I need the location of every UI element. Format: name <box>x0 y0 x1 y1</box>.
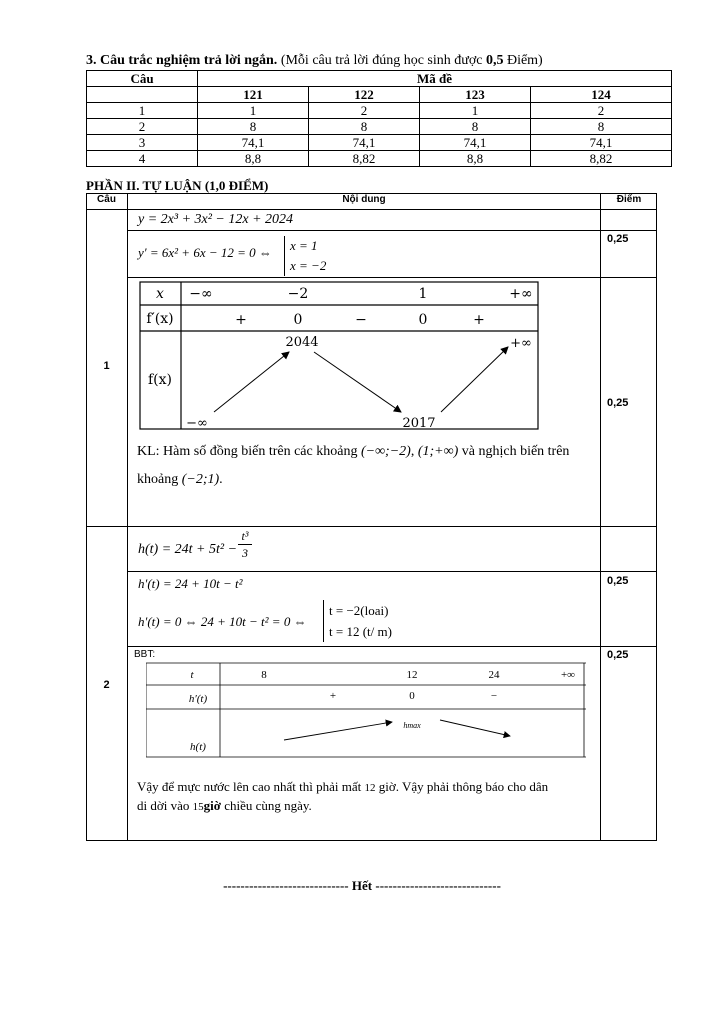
row-value: 74,1 <box>198 135 309 151</box>
row-value: 8 <box>420 119 531 135</box>
row-cau: 4 <box>87 151 198 167</box>
arrow-up <box>284 722 392 740</box>
section3-title <box>86 53 543 69</box>
q2-t-value: 24 <box>488 669 500 681</box>
row-value: 8 <box>309 119 420 135</box>
arrow-down <box>440 720 510 736</box>
code-cell: 124 <box>531 87 672 103</box>
q1-x-label: x <box>156 286 164 302</box>
question-number: 1 <box>103 360 110 372</box>
row-value: 8,8 <box>420 151 531 167</box>
row-value: 8 <box>198 119 309 135</box>
row-value: 1 <box>198 103 309 119</box>
footer <box>0 878 724 894</box>
q1-f-value: 2017 <box>402 416 436 431</box>
q2-variation-table <box>146 662 586 758</box>
divider <box>127 646 657 647</box>
q2-score1: 0,25 <box>607 575 629 587</box>
q1-f-label: f(x) <box>147 372 173 388</box>
section3-title-bold: 3. Câu trắc nghiệm trả lời ngắn. <box>86 53 278 68</box>
q2-solutions <box>323 600 392 642</box>
code-cell: 123 <box>420 87 531 103</box>
divider <box>86 209 657 210</box>
q2-concl-gio: giờ <box>203 798 221 813</box>
q1-kl-and: và nghịch biến trên <box>461 444 570 459</box>
empty-cell <box>87 87 198 103</box>
divider <box>86 526 657 527</box>
row-value: 2 <box>531 103 672 119</box>
row-value: 8,8 <box>198 151 309 167</box>
header-diem: Điểm <box>616 194 642 205</box>
q1-conclusion <box>137 438 599 494</box>
q1-kl-interval: (1;+∞) <box>417 444 459 459</box>
q2-hmax: hmax <box>403 721 421 730</box>
q1-fp-label: f′(x) <box>146 311 174 327</box>
q1-sign: 0 <box>293 312 303 328</box>
q1-kl-text: KL: Hàm số đồng biến trên các khoảng <box>137 444 358 459</box>
q1-sol2: x = −2 <box>290 258 327 273</box>
q2-sign: + <box>329 690 337 702</box>
q2-concl-part: di dời vào <box>137 798 190 813</box>
divider <box>127 230 657 231</box>
section3-title-rest: (Mỗi câu trả lời đúng học sinh được <box>277 53 486 68</box>
q2-sol2: t = 12 (t/ m) <box>329 624 392 639</box>
header-cau: Câu <box>87 71 198 87</box>
q1-kl-comma: , <box>410 444 415 459</box>
q1-x-value: −∞ <box>189 286 213 302</box>
q2-derivative: h′(t) = 24 + 10t − t² <box>138 576 243 591</box>
question-number: 2 <box>103 679 110 691</box>
q1-score2: 0,25 <box>607 397 629 409</box>
footer-dashes-right: ----------------------------- <box>375 878 501 893</box>
q1-function: y = 2x³ + 3x² − 12x + 2024 <box>138 212 294 227</box>
row-value: 74,1 <box>420 135 531 151</box>
q2-function: h(t) = 24t + 5t² − <box>138 542 238 557</box>
header-noidung: Nội dung <box>342 194 386 205</box>
q1-sign: − <box>355 312 367 328</box>
q1-variation-table <box>139 281 539 431</box>
row-value: 74,1 <box>531 135 672 151</box>
table-row <box>87 151 672 167</box>
divider <box>127 277 657 278</box>
q2-t-label: t <box>190 669 194 681</box>
q1-kl-dot: . <box>219 472 223 487</box>
q2-concl-number: 15 <box>192 801 204 813</box>
table-row <box>87 119 672 135</box>
q1-sign: + <box>473 312 485 328</box>
q2-t-value: +∞ <box>560 669 576 681</box>
row-cau: 3 <box>87 135 198 151</box>
row-cau: 1 <box>87 103 198 119</box>
table-row <box>87 135 672 151</box>
row-value: 8 <box>531 119 672 135</box>
q2-concl-number: 12 <box>364 782 376 794</box>
q1-solutions <box>284 236 326 276</box>
q2-sign: 0 <box>409 690 415 702</box>
divider <box>127 193 128 841</box>
section2-title: PHẦN II. TỰ LUẬN (1,0 ĐIỂM) <box>86 178 269 193</box>
arrow-up <box>214 352 289 412</box>
q1-score1: 0,25 <box>607 233 629 245</box>
q2-t-value: 12 <box>406 669 418 681</box>
row-value: 1 <box>420 103 531 119</box>
row-value: 74,1 <box>309 135 420 151</box>
q2-bbt-label: BBT: <box>134 649 156 660</box>
q1-kl-khoang: khoảng <box>137 472 179 487</box>
q1-kl-interval: (−∞;−2) <box>360 444 411 459</box>
q2-frac-den: 3 <box>238 544 252 561</box>
q2-h-label: h(t) <box>190 741 206 753</box>
row-value: 8,82 <box>531 151 672 167</box>
q1-sol1: x = 1 <box>290 238 318 253</box>
q2-concl-part: chiều cùng ngày. <box>224 798 312 813</box>
arrow-down <box>314 352 401 412</box>
q1-x-value: −2 <box>287 286 309 302</box>
header-made: Mã đề <box>198 71 672 87</box>
code-cell: 121 <box>198 87 309 103</box>
header-cau: Câu <box>97 194 116 205</box>
q2-equation: h′(t) = 0 ⇔ 24 + 10t − t² = 0 ⇔ <box>138 614 307 629</box>
q2-frac-num: t³ <box>241 529 249 543</box>
q1-f-value: −∞ <box>186 416 208 431</box>
section3-title-end: Điểm) <box>503 53 543 68</box>
row-cau: 2 <box>87 119 198 135</box>
q2-t-value: 8 <box>261 669 267 681</box>
divider <box>600 193 601 841</box>
q2-score2: 0,25 <box>607 649 629 661</box>
q2-concl-part: giờ. Vậy phải thông báo cho dân <box>378 779 549 794</box>
table-row <box>87 103 672 119</box>
section3-title-score: 0,5 <box>485 53 504 68</box>
footer-dashes-left: ----------------------------- <box>223 878 349 893</box>
q1-kl-interval: (−2;1) <box>181 472 220 487</box>
q1-x-value: 1 <box>418 286 428 302</box>
q1-sign: 0 <box>418 312 428 328</box>
q2-sol1: t = −2(loai) <box>329 603 389 618</box>
q2-fraction <box>238 528 252 561</box>
q1-f-value: 2044 <box>285 335 319 350</box>
q1-sign: + <box>235 312 247 328</box>
q2-concl-part: Vậy để mực nước lên cao nhất thì phải mất <box>137 779 362 794</box>
row-value: 2 <box>309 103 420 119</box>
q2-hp-label: h′(t) <box>188 693 208 705</box>
q1-derivative: y′ = 6x² + 6x − 12 = 0 ⇔ <box>138 245 272 260</box>
footer-het: Hết <box>351 878 373 893</box>
arrow-up <box>441 347 508 412</box>
q1-f-value: +∞ <box>510 336 532 351</box>
answer-key-table <box>86 70 672 167</box>
code-cell: 122 <box>309 87 420 103</box>
row-value: 8,82 <box>309 151 420 167</box>
q2-sign: − <box>490 690 498 702</box>
divider <box>127 571 657 572</box>
q1-x-value: +∞ <box>509 286 533 302</box>
q2-conclusion <box>137 778 599 816</box>
